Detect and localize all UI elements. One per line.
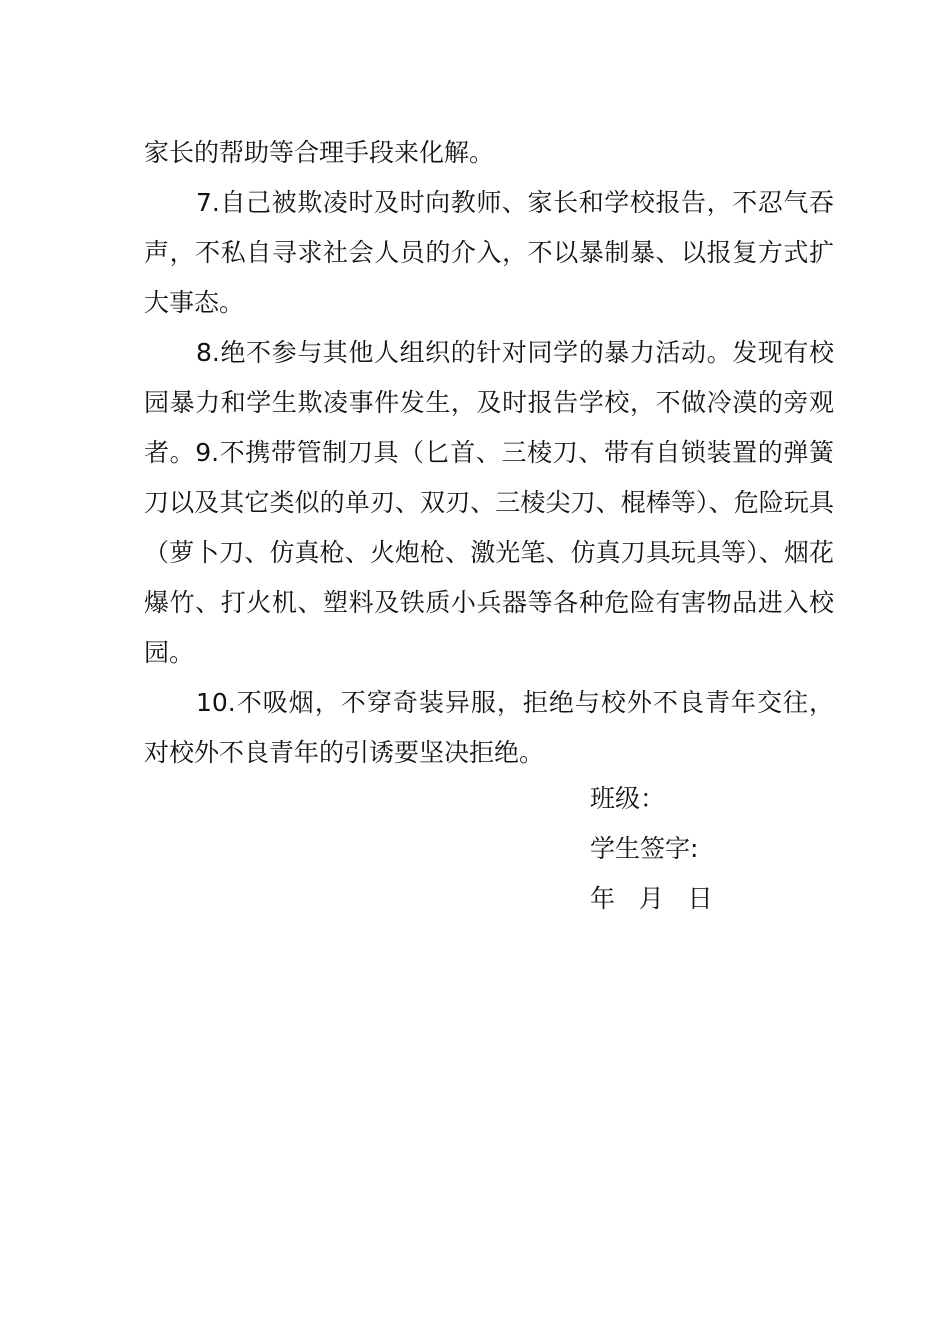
class-label: 班级： [590, 784, 666, 813]
paragraph-continuation: 家长的帮助等合理手段来化解。 [144, 138, 495, 167]
signature-block [590, 774, 713, 924]
paragraph-item-8-9: 8.绝不参与其他人组织的针对同学的暴力活动。发现有校园暴力和学生欺凌事件发生，及时报告学校，不做冷漠的旁观者。9.不携带管制刀具（匕首、三棱刀、带有自锁装置的弹簧刀以及其它类似的单刃、双刃、三棱尖刀、棍棒等）、危险玩具（萝卜刀、仿真枪、火炮枪、激光笔、仿真刀具玩具等）、烟花爆竹、打火机、塑料及铁质小兵器等各种危险有害物品进入校园。 [144, 338, 834, 667]
paragraph-item-7: 7.自己被欺凌时及时向教师、家长和学校报告，不忍气吞声，不私自寻求社会人员的介入，不以暴制暴、以报复方式扩大事态。 [144, 188, 834, 317]
document-body [144, 128, 834, 778]
paragraph-item-10: 10.不吸烟，不穿奇装异服，拒绝与校外不良青年交往，对校外不良青年的引诱要坚决拒绝。 [144, 688, 834, 767]
student-signature-label: 学生签字: [590, 834, 699, 863]
date-label: 年 月 日 [590, 884, 713, 913]
